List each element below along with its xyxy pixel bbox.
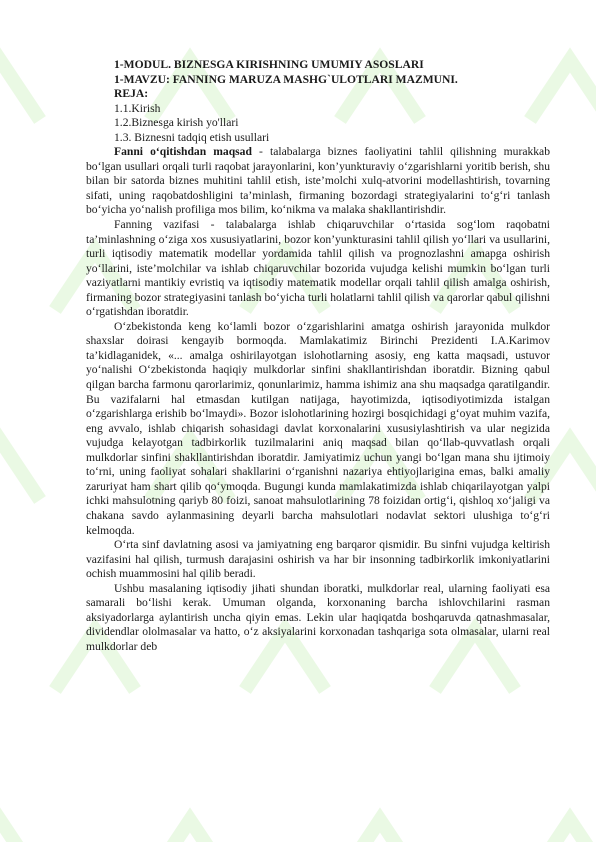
paragraph-text: O‘rta sinf davlatning asosi va jamiyatning eng barqaror qismidir. Bu sinfni vujudga keltirish vazifasini hal qilish, turmush darajasini oshirish va har bir insonning tadbirkorlik imkoniyatlarini ochish muammosini hal qilib beradi. [86,538,550,581]
plan-list [86,102,550,146]
watermark-chevron [0,820,40,842]
paragraph-middle-class [86,538,550,582]
document-page [86,58,550,654]
plan-heading: REJA: [114,87,149,101]
paragraph-text: Ushbu masalaning iqtisodiy jihati shundan iboratki, mulkdorlar real, ularning faoliyati esa samarali bo‘lishi kerak. Umuman olganda, korxonaning barcha ishlovchilarini rasman aksiyadorlarga aylantirish uncha qiyin emas. Lekin ular haqiqatda boshqaruvda qatnashmasalar, dividendlar ololmasalar va hatto, o‘z aksiyalarini korxonadan tashqariga sota olmasalar, ularni real mulkdorlar deb [86,581,550,653]
topic-title: 1-MAVZU: FANNING MARUZA MASHG`ULOTLARI MAZMUNI. [114,72,458,86]
paragraph-economic [86,582,550,655]
paragraph-text: - talabalarga biznes faoliyatini tahlil qilishning murakkab bo‘lgan usullari orqali turli raqobat jarayonlarini, kon’yunkturaviy o‘zgarishlarni yoritib berish, shu bilan bir satorda biznes muhitini tahlil etish, iste’molchi xulq-atvorini modellashtirish, tovarning sifati, uning raqobatdoshligini ta’minlash, firmaning bozordagi strategiyalarini to‘g‘ri tanlash bo‘yicha yo‘nalish profiliga mos bilim, ko‘nikma va malaka shakllantirishdir. [86,145,551,217]
paragraph-lead: Fanni o‘qitishdan maqsad [114,145,252,159]
paragraph-goal [86,145,550,218]
watermark-chevron [0,60,40,120]
watermark-chevron [340,820,420,842]
paragraph-text: O‘zbekistonda keng ko‘lamli bozor o‘zgarishlarini amatga oshirish jarayonida mulkdor shaxslar doirasi kengayib bormoqda. Mamlakatimiz Birinchi Prezidenti I.A.Karimov ta’kidlaganidek, «... amalga oshirilayotgan islohotlarning asosiy, eng katta maqsadi, ustuvor yo‘nalishi O‘zbekistonda haqiqiy mulkdorlar sinfini shakllantirishdan iboratdir. Bizning qabul qilgan barcha farmonu qarorlarimiz, qonunlarimiz, hamma ishimiz ana shu maqsadga qaratilgandir. Bu vazifalarni hal etmasdan kutilgan natijaga, hayotimizda, iqtisodiyotimizda istalgan o‘zgarishlarga erishib bo‘lmaydi». Bozor islohotlarining hozirgi bosqichidagi g‘oyat muhim vazifa, eng avvalo, ishlab chiqarish sohasidagi davlat korxonalarini xususiylashtirish va ular negizida vujudga kelayotgan tadbirkorlik tuzilmalarini aniq maqsad bilan qo‘llab-quvvatlash orqali mulkdorlar sinfini shakllantirishdan iboratdir. Jamiyatimiz uchun yangi bo‘lgan mana shu ijtimoiy to‘rni, uning faoliyat sohalari shakllarini o‘rganishni nazariya ehtiyojlarigina emas, balki amaliy zaruriyat ham shart qilib qo‘ymoqda. Bugungi kunda mamlakatimizda ishlab chiqarilayotgan yalpi ichki mahsulotning qariyb 80 foizi, sanoat mahsulotlarining 78 foizidan ortig‘i, qishloq xo‘jaligi va chakana savdo aylanmasining deyarli barcha mahsulotlari nodavlat sektori ulushiga to‘g‘ri kelmoqda. [86,319,550,537]
watermark-chevron [0,440,40,500]
plan-item: 1.2.Biznesga kirish yo'llari [114,116,239,130]
paragraph-text: Fanning vazifasi - talabalarga ishlab chiqaruvchilar o‘rtasida sog‘lom raqobatni ta’minlashning o‘ziga xos xususiyatlarini, bozor kon’yunkturasini tahlil qilish yo‘llari va usullarini, turli iqtisodiy matematik modellar yordamida tahlil qilish va prognozlashni amapga oshirish yo‘llarini, iste’molchilar va ishlab chiqaruvchilar bozorida vujudga kelishi mumkin bo‘lgan turli vaziyatlarni mantikiy evristiq va iqtisodiy matematik modellar orqali tahlil qilish amalga oshirish, firmaning bozor strategiyasini tanlash bo‘yicha turli holatlarni tahlil qilish va qarorlar qabul qilishni o‘rgatishdan iboratdir. [86,218,550,319]
module-title: 1-MODUL. BIZNESGA KIRISHNING UMUMIY ASOSLARI [114,58,424,71]
watermark-chevron [530,820,596,842]
watermark-chevron [150,820,230,842]
paragraph-uzbekistan [86,320,550,538]
plan-item: 1.3. Biznesni tadqiq etish usullari [114,130,270,144]
plan-item: 1.1.Kirish [114,101,161,115]
paragraph-task [86,218,550,320]
